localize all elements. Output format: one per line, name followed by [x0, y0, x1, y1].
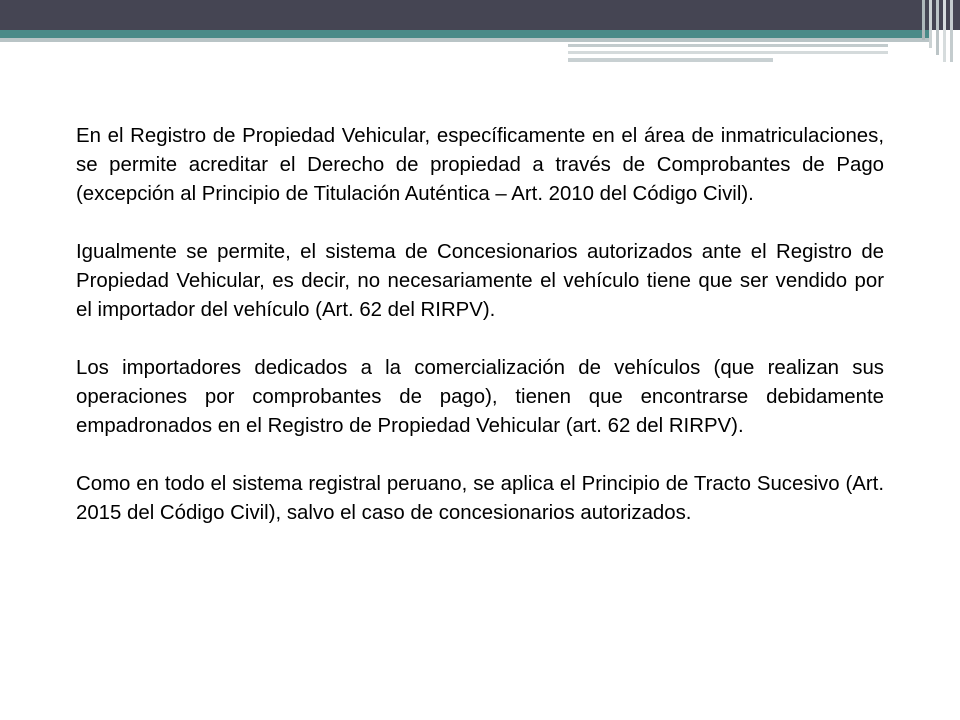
paragraph-1: En el Registro de Propiedad Vehicular, específicamente en el área de inmatriculaciones, se permite acreditar el Derecho de propiedad a través de Comprobantes de Pago (excepción al Principio de Titulación Auténtica – Art. 2010 del Código Civil).	[76, 125, 884, 205]
corner-decoration	[920, 0, 960, 62]
decorative-bar	[929, 0, 932, 48]
paragraph-2: Igualmente se permite, el sistema de Concesionarios autorizados ante el Registro de Propiedad Vehicular, es decir, no necesariamente el vehículo tiene que ser vendido por el importador del vehículo (Art. 62 del RIRPV).	[76, 241, 884, 321]
decorative-bar	[950, 0, 953, 62]
accent-line	[0, 30, 930, 38]
decorative-rule	[568, 58, 773, 62]
decorative-bar	[936, 0, 939, 55]
paragraph-3: Los importadores dedicados a la comercialización de vehículos (que realizan sus operaciones por comprobantes de pago), tienen que encontrarse debidamente empadronados en el Registro de Propiedad Vehicular (art. 62 del RIRPV).	[76, 357, 884, 437]
decorative-rule	[660, 47, 888, 49]
decorative-bar	[943, 0, 946, 62]
decorative-bar	[922, 0, 925, 40]
decorative-rule	[0, 38, 930, 42]
slide-body	[76, 122, 884, 528]
paragraph-4: Como en todo el sistema registral peruano, se aplica el Principio de Tracto Sucesivo (Art. 2015 del Código Civil), salvo el caso de concesionarios autorizados.	[76, 473, 884, 524]
decorative-rule	[568, 51, 888, 54]
header-band	[0, 0, 960, 30]
